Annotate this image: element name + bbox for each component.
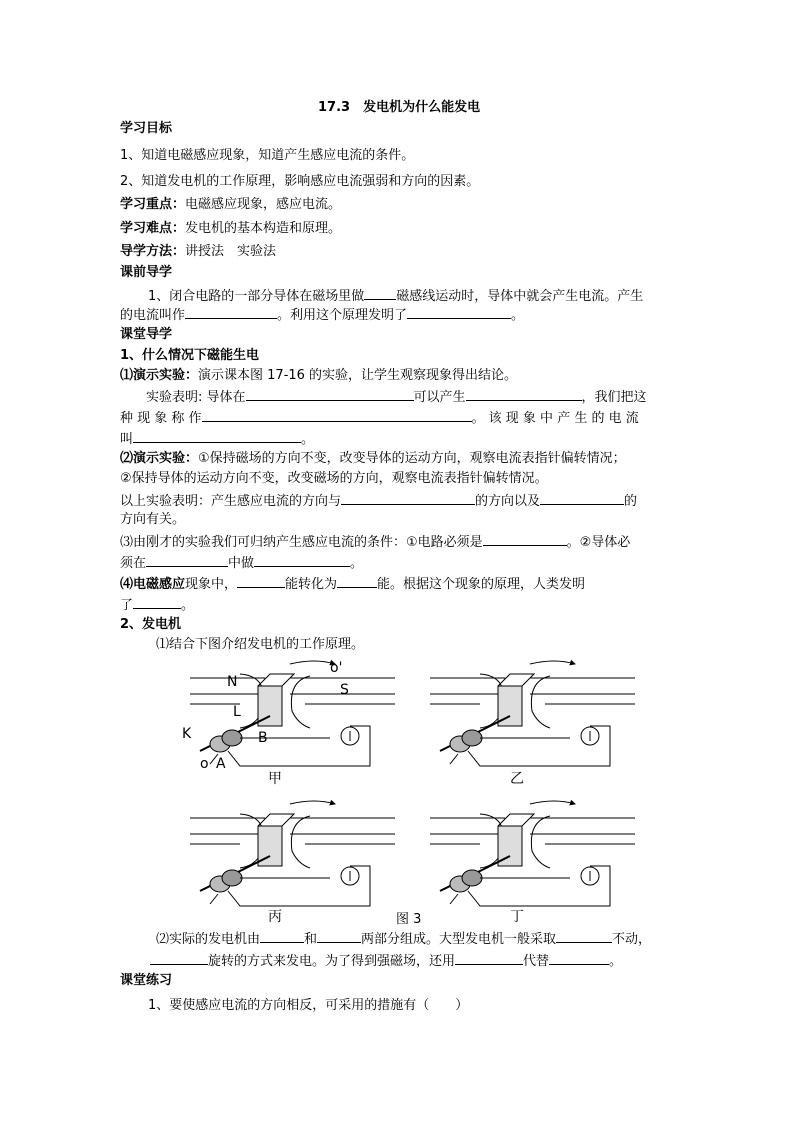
question-4-cont: 了 。 <box>120 598 195 613</box>
question-4: ⑷电磁感应现象中， 能转化为 能。根据这个现象的原理，人类发明 <box>120 577 586 592</box>
l-label: L <box>233 704 241 720</box>
experiment-line-4: 以上实验表明：产生感应电流的方向与 的方向以及 的 <box>120 494 638 509</box>
generator-line-2: ⑵实际的发电机由 和 两部分组成。大型发电机一般采取 不动， <box>156 932 652 947</box>
practice-heading: 课堂练习 <box>120 973 173 988</box>
preview-question-1-cont: 的电流叫作 。利用这个原理发明了 。 <box>120 308 525 323</box>
objective-1: 1、知道电磁感应现象，知道产生感应电流的条件。 <box>120 148 415 163</box>
blank[interactable] <box>556 930 612 943</box>
blank[interactable] <box>146 554 228 567</box>
demo-2: ⑵演示实验：①保持磁场的方向不变，改变导体的运动方向，观察电流表指针偏转情况； <box>120 451 626 466</box>
panel-label-jia: 甲 <box>268 771 282 787</box>
blank[interactable] <box>185 306 277 319</box>
panel-label-ding: 丁 <box>510 909 524 925</box>
experiment-line-5: 方向有关。 <box>120 512 186 527</box>
preview-question-1: 1、闭合电路的一部分导体在磁场里做 磁感线运动时，导体中就会产生电流。产生 <box>148 289 644 304</box>
generator-figure <box>170 656 640 926</box>
blank[interactable] <box>455 952 523 965</box>
blank[interactable] <box>540 492 624 505</box>
preview-heading: 课前导学 <box>120 265 173 280</box>
blank[interactable] <box>237 575 285 588</box>
question-3: ⑶由刚才的实验我们可归纳产生感应电流的条件：①电路必须是 。②导体必 <box>120 535 631 550</box>
section-2-title: 2、发电机 <box>120 617 182 632</box>
blank[interactable] <box>260 930 304 943</box>
experiment-line-3: 叫 。 <box>120 432 315 447</box>
demo-1: ⑴演示实验：演示课本图 17-16 的实验，让学生观察现象得出结论。 <box>120 368 518 383</box>
experiment-line-1: 实验表明: 导体在 可以产生 ，我们把这 <box>146 390 647 405</box>
blank[interactable] <box>246 388 414 401</box>
objectives-heading: 学习目标 <box>120 121 173 136</box>
blank[interactable] <box>133 430 301 443</box>
page-title: 17.3 发电机为什么能发电 <box>318 100 481 115</box>
difficulties: 学习难点：发电机的基本构造和原理。 <box>120 221 342 236</box>
blank[interactable] <box>150 952 208 965</box>
classroom-heading: 课堂导学 <box>120 327 173 342</box>
blank[interactable] <box>202 409 472 422</box>
generator-diagram-copies <box>170 656 640 926</box>
b-label: B <box>258 730 268 746</box>
o-prime-label: o' <box>330 660 343 676</box>
pole-n-label: N <box>227 674 238 690</box>
demo-2-cont: ②保持导体的运动方向不变，改变磁场的方向，观察电流表指针偏转情况。 <box>120 471 548 486</box>
objective-2: 2、知道发电机的工作原理，影响感应电流强弱和方向的因素。 <box>120 174 480 189</box>
generator-intro: ⑴结合下图介绍发电机的工作原理。 <box>156 637 365 652</box>
blank[interactable] <box>549 952 609 965</box>
panel-label-yi: 乙 <box>510 771 524 787</box>
blank[interactable] <box>254 554 350 567</box>
blank[interactable] <box>483 533 567 546</box>
o-label: o <box>200 756 209 772</box>
experiment-line-2: 种 现 象 称 作 。 该 现 象 中 产 生 的 电 流 <box>120 411 639 426</box>
blank[interactable] <box>364 287 396 300</box>
methods: 导学方法：讲授法 实验法 <box>120 244 277 259</box>
panel-label-bing: 丙 <box>268 909 282 925</box>
blank[interactable] <box>466 388 582 401</box>
k-label: K <box>182 726 192 742</box>
a-label: A <box>216 756 226 772</box>
pole-s-label: S <box>340 682 349 698</box>
practice-question-1: 1、要使感应电流的方向相反，可采用的措施有（ ） <box>148 998 469 1013</box>
question-3-cont: 须在 中做 。 <box>120 556 364 571</box>
blank[interactable] <box>317 930 361 943</box>
blank[interactable] <box>407 306 511 319</box>
blank[interactable] <box>341 492 475 505</box>
key-points: 学习重点：电磁感应现象，感应电流。 <box>120 197 342 212</box>
blank[interactable] <box>337 575 377 588</box>
blank[interactable] <box>133 596 181 609</box>
section-1-title: 1、什么情况下磁能生电 <box>120 348 260 363</box>
generator-line-3: 旋转的方式来发电。为了得到强磁场，还用 代替 。 <box>150 952 622 970</box>
figure-caption: 图 3 <box>396 912 422 927</box>
